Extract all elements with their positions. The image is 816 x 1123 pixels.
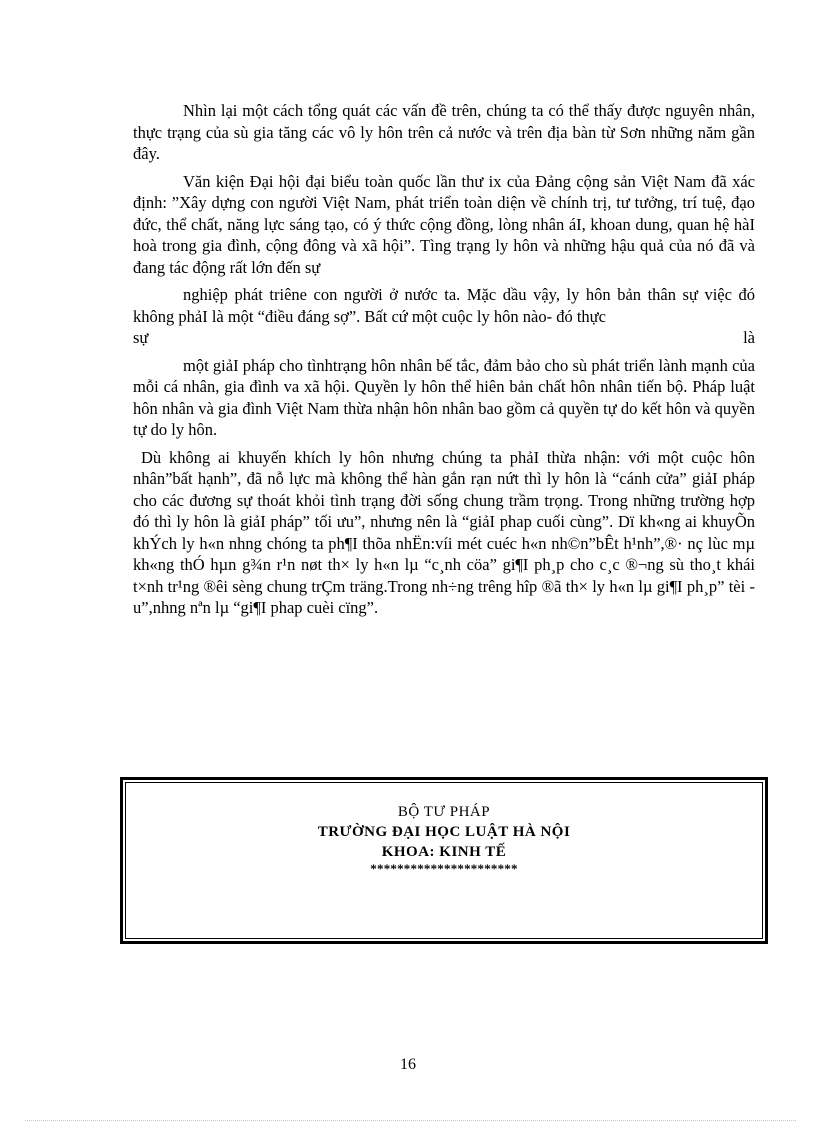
title-box (120, 777, 768, 944)
paragraph-1: Nhìn lại một cách tổng quát các vấn đề trên, chúng ta có thể thấy được nguyên nhân, thực trạng của sù gia tăng các vô ly hôn trên cả nước và trên địa bàn từ Sơn những năm gần đây. (133, 101, 755, 163)
document-body (133, 100, 755, 625)
title-box-inner (125, 782, 763, 939)
ministry-name: BỘ TƯ PHÁP (397, 804, 491, 820)
university-name: TRƯỜNG ĐẠI HỌC LUẬT HÀ NỘI (317, 824, 571, 840)
star-divider: ********************** (370, 861, 518, 876)
paragraph-5: Dù không ai khuyến khích ly hôn nhưng chúng ta phảI thừa nhận: với một cuộc hôn nhân”bất hạnh”, đã nỗ lực mà không thể hàn gắn rạn nứt thì ly hôn là “cánh cửa” giảI pháp cho các đương sự thoát khỏi tình trạng đời sống chung trầm trọng. Trong những trường hợp đó thì ly hôn là giảI pháp” tối ưu”, nhưng nên là “giảI phap cuối cùng”. Dï kh«ng ai khuyÕn khÝch ly h«n nhng chóng ta ph¶I thõa nhËn:víi mét cuéc h«n nh©n”bÊt h¹nh”,®· nç lùc mµ kh«ng thÓ hµn g¾n r¹n nøt th× ly h«n lµ “c¸nh cöa” gi¶I ph¸p cho c¸c ®¬ng sù tho¸t khái t×nh tr¹ng ®êi sèng chung trÇm träng.Trong nh÷ng trêng hîp ®ã th× ly h«n lµ gi¶I ph¸p” tèi u”,nhng nªn lµ “gi¶I phap cuèi cïng”. (133, 447, 755, 617)
paragraph-2: Văn kiện Đại hội đại biểu toàn quốc lần thư ix của Đảng cộng sản Việt Nam đã xác định: ”Xây dựng con người Việt Nam, phát triển toàn diện về chính trị, tư tưởng, trí tuệ, đạo đức, thể chất, năng lực sáng tạo, có ý thức cộng đồng, lòng nhân áI, khoan dung, quan hệ hàI hoà trong gia đình, cộng đông và xã hội”. Tìng trạng ly hôn và những hậu quả của nó đã và đang tác động rất lớn đến sự (133, 171, 755, 277)
bottom-divider (25, 1120, 796, 1121)
paragraph-3: nghiệp phát triêne con người ở nước ta. Mặc dầu vậy, ly hôn bản thân sự việc đó không phảI là một “điều đáng sợ”. Bất cứ một cuộc ly hôn nào- đó thực (133, 285, 755, 326)
paragraph-3-tail: sự là (133, 328, 755, 347)
faculty-name: KHOA: KINH TẾ (381, 844, 507, 860)
paragraph-4: một giảI pháp cho tìnhtrạng hôn nhân bế tắc, đảm bảo cho sù phát triển lành mạnh của mỗi cá nhân, gia đình va xã hội. Quyền ly hôn thể hiên bản chất hôn nhân tiến bộ. Pháp luật hôn nhân và gia đình Việt Nam thừa nhận hôn nhân bao gồm cả quyền tự do kết hôn và quyền tự do ly hôn. (133, 355, 755, 439)
page-number: 16 (400, 1056, 416, 1073)
